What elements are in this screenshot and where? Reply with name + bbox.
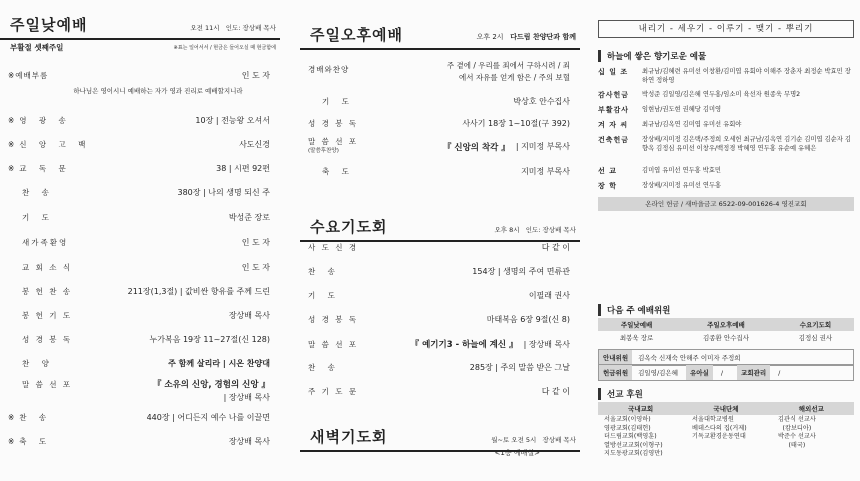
order-row: 성 경 봉 독 마태복음 6장 9절(신 8) <box>308 315 570 324</box>
afternoon-service-title: 주일오후예배 <box>310 26 403 44</box>
offering-row: 부활감사 임현남/권도현 권혜당 김미영 <box>598 106 722 114</box>
guide-committee-row: 안내위원 김옥숙 신재숙 안해주 이미자 주정희 <box>598 349 854 366</box>
online-offering-account: 온라인 헌금 / 새마을금고 6522-09-001626-4 영진교회 <box>598 197 854 211</box>
mission-support-table: 국내교회 국내단체 해외선교 <box>598 402 854 415</box>
order-row: 봉 헌 기 도 장상배 목사 <box>22 311 270 320</box>
order-row: 찬 송 380장 | 나의 생명 되신 주 <box>22 188 270 197</box>
mission-domestic-churches: 서울교회(이영하) 영광교회(김태헌) 더드림교회(백영훈) 열방선교교회(이형구) 지도동광교회(김영만) <box>604 416 663 458</box>
order-row: 찬 양 주 함께 살리라 | 시온 찬양대 <box>22 359 270 368</box>
morning-service-title: 주일낮예배 <box>10 16 88 34</box>
offering-row: 건축헌금 장상배/지미정 김은택/주정희 오세헌 최규남/김옥연 김기순 김미엽 김순자 김향옥 김정심 유미선 이창우/백정경 박혜영 연두홍 유순예 유혜은 <box>598 136 851 152</box>
offering-row: 겨 자 씨 최규남/김옥연 김미엽 유미선 유회야 <box>598 121 742 129</box>
afternoon-service-leader: 다드림 찬양단과 함께 <box>510 33 576 41</box>
wednesday-service-leader: 인도: 장상배 목사 <box>525 226 576 234</box>
wednesday-service-header <box>300 216 580 242</box>
dawn-prayer-leader: 장상배 목사 <box>542 436 576 444</box>
sermon-preacher: | 장상배 목사 <box>223 393 270 402</box>
morning-service-leader: 인도: 장상배 목사 <box>225 24 276 32</box>
order-row: 새가족환영 인 도 자 <box>22 238 270 247</box>
morning-service-note: ※표는 일어서서 / 현금은 들어오실 때 현금함에 <box>173 45 276 51</box>
order-row: 성 경 봉 독 누가복음 19장 11~27절(신 128) <box>22 335 270 344</box>
order-row: 경배와찬양 주 곁에 / 우리를 죄에서 구하시려 / 죄에서 자유를 얻게 함은 / 주의 보혈 <box>308 61 570 82</box>
mission-heading: 선교 후원 <box>598 388 643 400</box>
order-row: ※예배부름 인 도 자 <box>8 71 270 80</box>
order-row: ※영 광 송 10장 | 전능왕 오셔서 <box>8 116 270 125</box>
mission-domestic-orgs: 서울대학교병원 베데스다의 집(거제) 기독교환경운동연대 <box>692 416 747 441</box>
order-row: 찬 송 154장 | 생명의 주여 면류관 <box>308 267 570 276</box>
dawn-prayer-time: 월~토 오전 5시 <box>491 436 537 444</box>
order-row: ※신 앙 고 백 사도신경 <box>8 140 270 149</box>
afternoon-service-header <box>300 24 580 50</box>
order-row: 말 씀 선 포 (말씀후찬양) 『 신앙의 착각 』 | 지미정 부목사 <box>308 137 570 154</box>
order-row: 기 도 박상호 안수집사 <box>322 97 570 106</box>
order-row: 말 씀 선 포 『 예기기3 - 하늘에 계신 』 | 장상배 목사 <box>308 339 570 350</box>
mission-overseas: 김관식 선교사 (캄보디아) 박준수 선교사 (태국) <box>778 416 816 449</box>
order-row: 찬 송 285장 | 주의 말씀 받은 그날 <box>308 363 570 372</box>
afternoon-service-column <box>300 0 580 481</box>
order-row: 교 회 소 식 인 도 자 <box>22 263 270 272</box>
order-row: 주 기 도 문 다 같 이 <box>308 387 570 396</box>
order-row: ※교 독 문 38 | 시편 92편 <box>8 164 270 173</box>
order-row: 봉 헌 찬 송 211장(1,3절) | 값비싼 향유를 주께 드린 <box>22 287 270 296</box>
offering-row: 십 일 조 최규남/김혜련 유미선 이창환/김미엽 유회야 이해주 장춘자 최정순 박효민 장하연 정하영 <box>598 68 851 84</box>
order-row: ※축 도 장상배 목사 <box>8 437 270 446</box>
offering-row: 장 학 장상배/지미정 유미선 연두홍 <box>598 182 722 190</box>
order-row: 기 도 이필래 권사 <box>308 291 570 300</box>
order-row: 말 씀 선 포 『 소유의 신앙, 경험의 신앙 』 <box>22 379 270 390</box>
duty-row: 헌금위원 김일영/김은혜 유아실 / 교회관리 / <box>598 364 854 381</box>
afternoon-service-time: 오후 2시 <box>476 33 504 41</box>
next-week-table: 주일낮예배 주일오후예배 수요기도회 최봉욱 장로 김종환 안수집사 김정심 권사 <box>598 318 854 344</box>
order-row: 기 도 박성준 장로 <box>22 213 270 222</box>
dawn-prayer-place: <1층 예배실> <box>494 449 540 457</box>
offering-heading: 하늘에 쌓은 향기로운 예물 <box>598 50 706 62</box>
morning-service-subtitle: 부활절 셋째주일 <box>10 43 64 52</box>
offering-row: 감사헌금 박성준 김일영/김은혜 연두홍/임소미 육선자 원종욱 무명2 <box>598 91 801 99</box>
order-row: 사 도 신 경 다 같 이 <box>308 243 570 252</box>
morning-service-time: 오전 11시 <box>190 24 220 32</box>
morning-service-column <box>0 0 280 481</box>
morning-service-header <box>0 14 280 40</box>
order-row: ※찬 송 440장 | 어디든지 예수 나를 이끌면 <box>8 413 270 422</box>
church-motto: 내리기 - 세우기 - 이루기 - 맺기 - 뿌리기 <box>598 20 854 38</box>
info-column <box>592 0 860 481</box>
order-row: 성 경 봉 독 사사기 18장 1~10절(구 392) <box>308 119 570 128</box>
dawn-prayer-title: 새벽기도회 <box>310 428 388 446</box>
call-to-worship-verse: 하나님은 영이시니 예배하는 자가 영과 진리로 예배할지니라 <box>73 87 243 95</box>
wednesday-service-time: 오후 8시 <box>494 226 520 234</box>
wednesday-service-title: 수요기도회 <box>310 218 388 236</box>
offering-row: 선 교 김미엽 유미선 연두홍 박효민 <box>598 167 721 175</box>
order-row: 축 도 지미정 부목사 <box>322 167 570 176</box>
next-week-heading: 다음 주 예배위원 <box>598 304 670 316</box>
